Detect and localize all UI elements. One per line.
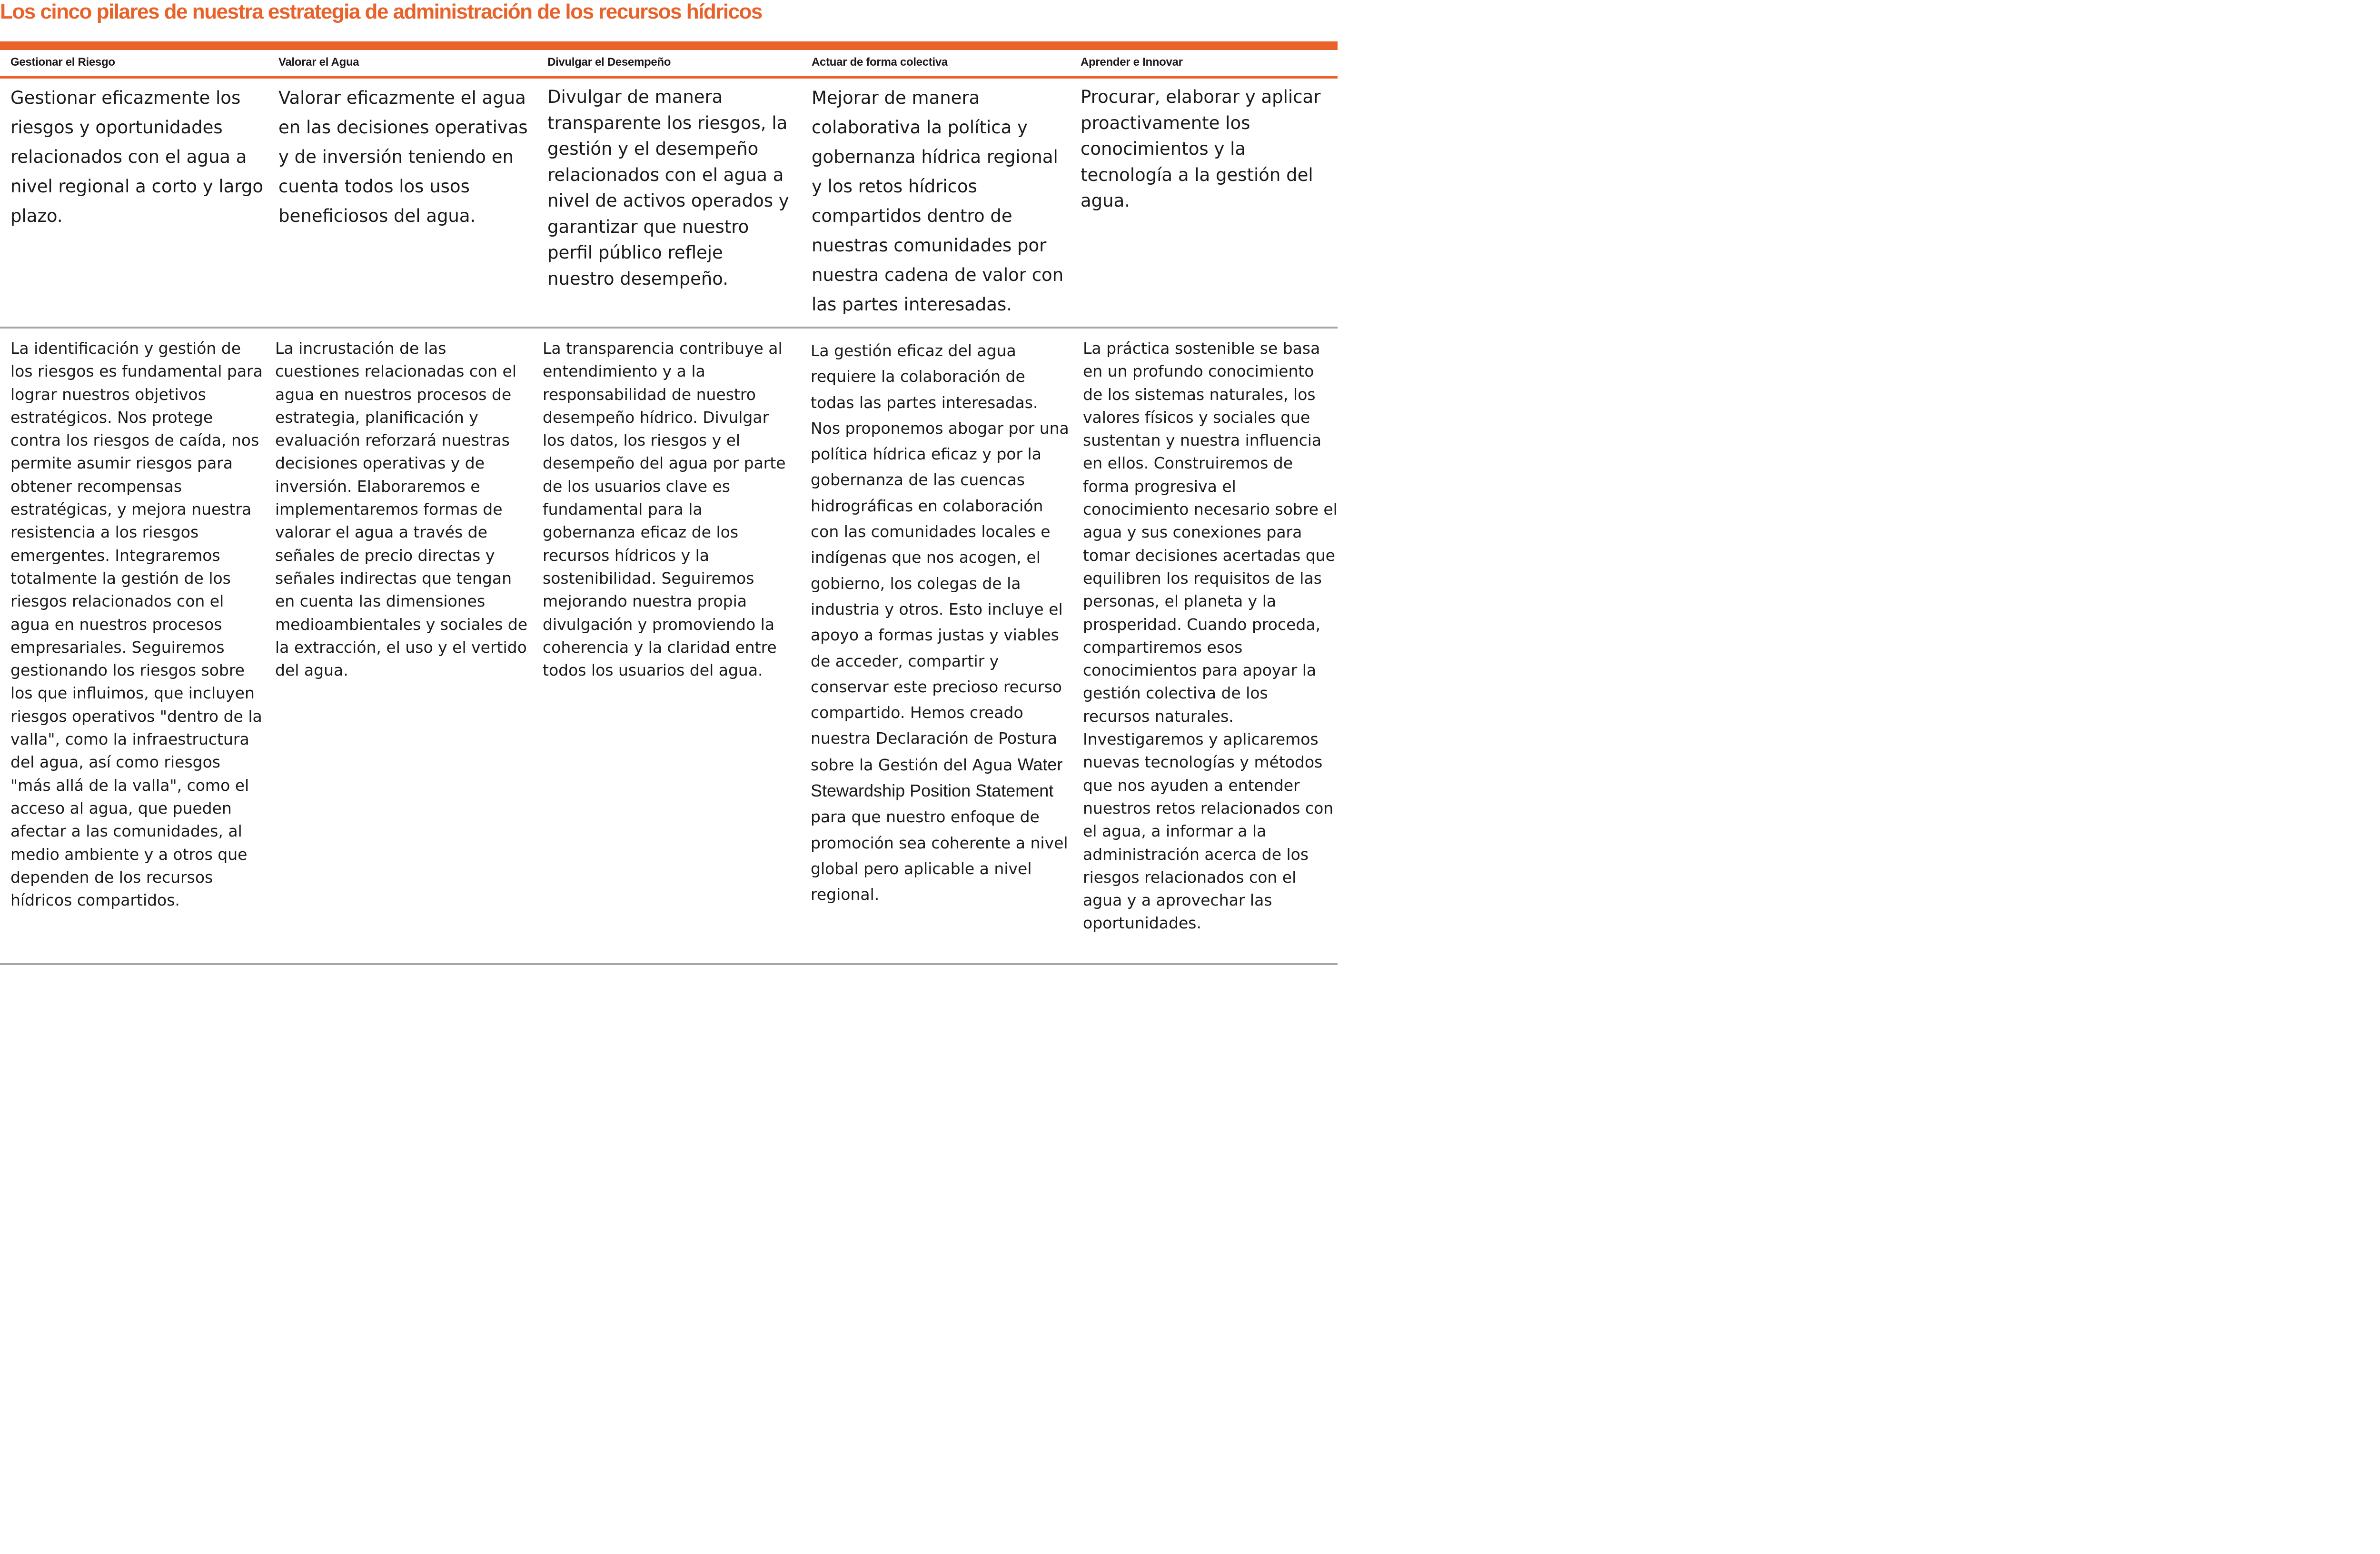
detail-actuar-colectiva — [811, 338, 1070, 908]
column-header-aprender-innovar: Aprender e Innovar — [1081, 56, 1183, 69]
section-divider — [0, 327, 1338, 329]
summary-gestionar-riesgo: Gestionar eficazmente los riesgos y oportunidades relacionados con el agua a nivel regional a corto y largo plazo. — [10, 88, 263, 226]
summary-divulgar-desempeno: Divulgar de manera transparente los riesgos, la gestión y el desempeño relacionados con el agua a nivel de activos operados y garantizar que nuestro perfil público refleje nuestro desempeño. — [547, 87, 789, 289]
bottom-rule — [0, 963, 1338, 965]
column-header-actuar-colectiva: Actuar de forma colectiva — [812, 56, 948, 69]
water-stewardship-statement-link[interactable]: Water Stewardship Position Statement — [811, 754, 1063, 801]
column-header-row — [0, 50, 1338, 76]
detail-aprender-innovar: La práctica sostenible se basa en un profundo conocimiento de los sistemas naturales, los valores físicos y sociales que sustentan y nuestra influencia en ellos. Construiremos de forma progresiva el conocimiento necesario sobre el agua y sus conexiones para tomar decisiones acertadas que equilibren los requisitos de las personas, el planeta y la prosperidad. Cuando proceda, compartiremos esos conocimientos para apoyar la gestión colectiva de los recursos naturales. Investigaremos y aplicaremos nuevas tecnologías y métodos que nos ayuden a entender nuestros retos relacionados con el agua, a informar a la administración acerca de los riesgos relacionados con el agua y a aprovechar las oportunidades. — [1083, 339, 1338, 933]
detail-actuar-colectiva-outro: para que nuestro enfoque de promoción sea coherente a nivel global pero aplicable a nivel regional. — [811, 807, 1068, 904]
detail-divulgar-desempeno: La transparencia contribuye al entendimiento y a la responsabilidad de nuestro desempeño hídrico. Divulgar los datos, los riesgos y el desempeño del agua por parte de los usuarios clave es fundamental para la gobernanza eficaz de los recursos hídricos y la sostenibilidad. Seguiremos mejorando nuestra propia divulgación y promoviendo la coherencia y la claridad entre todos los usuarios del agua. — [543, 339, 786, 680]
detail-valorar-agua: La incrustación de las cuestiones relacionadas con el agua en nuestros procesos de estrategia, planificación y evaluación reforzará nuestras decisiones operativas y de inversión. Elaboraremos e implementaremos formas de valorar el agua a través de señales de precio directas y señales indirectas que tengan en cuenta las dimensiones medioambientales y sociales de la extracción, el uso y el vertido del agua. — [275, 339, 528, 680]
header-accent-rule — [0, 76, 1338, 79]
summary-actuar-colectiva: Mejorar de manera colaborativa la política y gobernanza hídrica regional y los retos hídricos compartidos dentro de nuestras comunidades por nuestra cadena de valor con las partes interesadas. — [812, 88, 1064, 315]
column-header-divulgar-desempeno: Divulgar el Desempeño — [547, 56, 671, 69]
column-header-valorar-agua: Valorar el Agua — [278, 56, 359, 69]
page-title: Los cinco pilares de nuestra estrategia de administración de los recursos hídricos — [0, 0, 762, 23]
summary-aprender-innovar: Procurar, elaborar y aplicar proactivamente los conocimientos y la tecnología a la gestión del agua. — [1081, 87, 1321, 211]
summary-valorar-agua: Valorar eficazmente el agua en las decisiones operativas y de inversión teniendo en cuenta todos los usos beneficiosos del agua. — [278, 88, 528, 226]
detail-actuar-colectiva-intro: La gestión eficaz del agua requiere la colaboración de todas las partes interesadas. Nos proponemos abogar por una política hídrica eficaz y por la gobernanza de las cuencas hidrográficas en colaboración con las comunidades locales e indígenas que nos acogen, el gobierno, los colegas de la industria y otros. Esto incluye el apoyo a formas justas y viables de acceder, compartir y conservar este precioso recurso compartido. Hemos creado nuestra Declaración de Postura sobre la Gestión del Agua — [811, 341, 1069, 774]
column-header-gestionar-riesgo: Gestionar el Riesgo — [10, 56, 115, 69]
top-accent-rule — [0, 41, 1338, 50]
detail-gestionar-riesgo: La identificación y gestión de los riesgos es fundamental para lograr nuestros objetivos estratégicos. Nos protege contra los riesgos de caída, nos permite asumir riesgos para obtener recompensas estratégicas, y mejora nuestra resistencia a los riesgos emergentes. Integraremos totalmente la gestión de los riesgos relacionados con el agua en nuestros procesos empresariales. Seguiremos gestionando los riesgos sobre los que influimos, que incluyen riesgos operativos "dentro de la valla", como la infraestructura del agua, así como riesgos "más allá de la valla", como el acceso al agua, que pueden afectar a las comunidades, al medio ambiente y a otros que dependen de los recursos hídricos compartidos. — [10, 339, 263, 910]
